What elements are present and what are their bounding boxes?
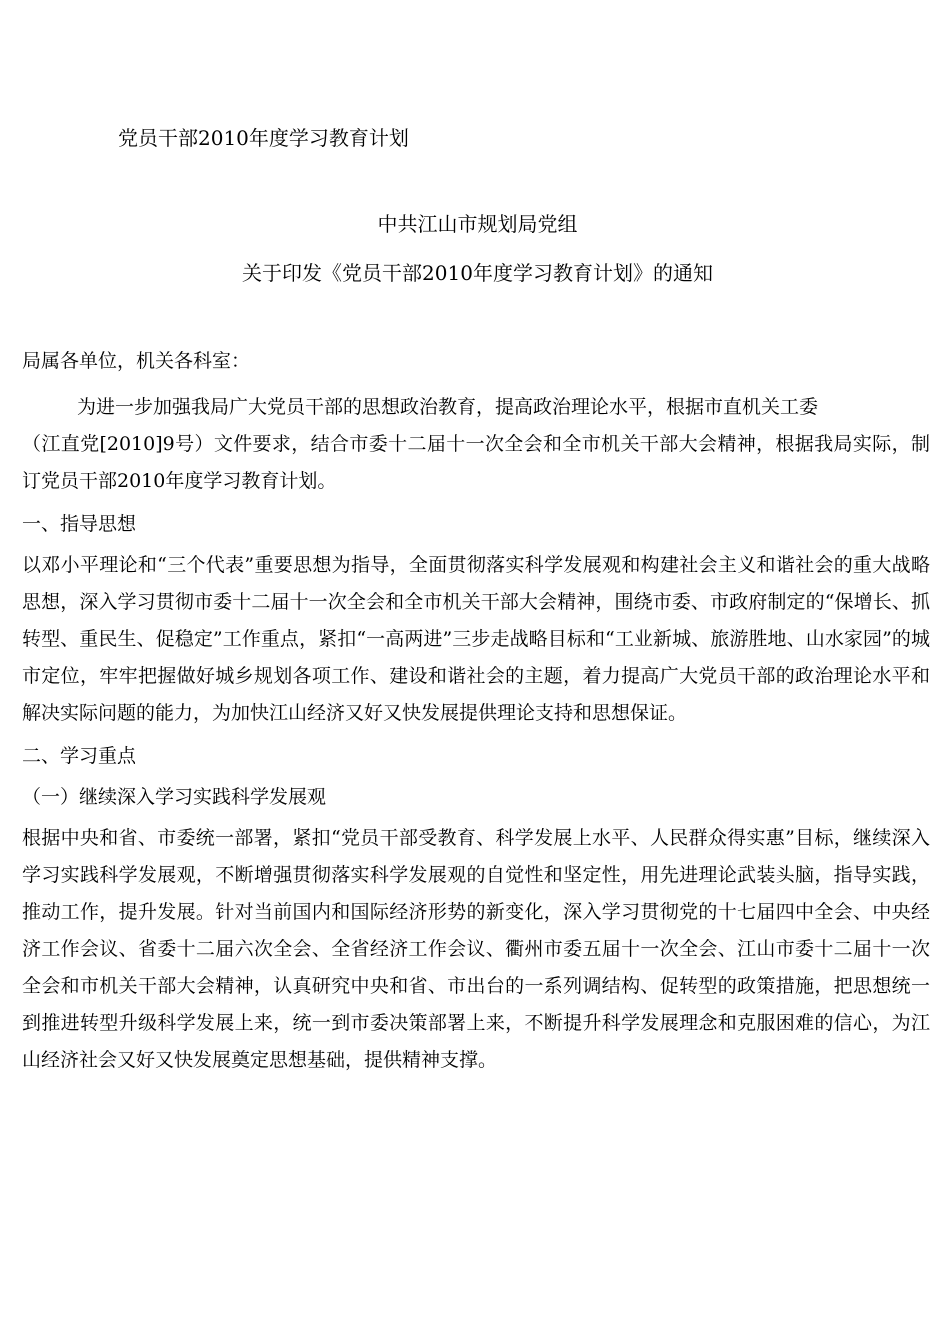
intro-paragraph-rest: （江直党[2010]9号）文件要求，结合市委十二届十一次全会和全市机关干部大会精神，根据我局实际，制订党员干部2010年度学习教育计划。 [22,433,930,492]
section-heading-guiding-thought: 一、指导思想 [22,513,137,535]
document-body [22,343,930,1079]
intro-paragraph-first-line: 为进一步加强我局广大党员干部的思想政治教育，提高政治理论水平，根据市直机关工委 [77,396,819,418]
document-title: 党员干部2010年度学习教育计划 [118,126,409,150]
section-paragraph-guiding-thought: 以邓小平理论和“三个代表”重要思想为指导，全面贯彻落实科学发展观和构建社会主义和谐社会的重大战略思想，深入学习贯彻市委十二届十一次全会和全市机关干部大会精神，围绕市委、市政府制定的“保增长、抓转型、重民生、促稳定”工作重点，紧扣“一高两进”三步走战略目标和“工业新城、旅游胜地、山水家园”的城市定位，牢牢把握做好城乡规划各项工作、建设和谐社会的主题，着力提高广大党员干部的政治理论水平和解决实际问题的能力，为加快江山经济又好又快发展提供理论支持和思想保证。 [22,554,930,724]
salutation: 局属各单位，机关各科室： [22,350,251,372]
heading-notice-title: 关于印发《党员干部2010年度学习教育计划》的通知 [242,261,713,285]
notice-heading [0,206,950,292]
heading-organization: 中共江山市规划局党组 [377,212,578,236]
spacer [22,380,930,384]
subsection-heading-scientific-development: （一）继续深入学习实践科学发展观 [22,786,327,808]
subsection-paragraph-scientific-development: 根据中央和省、市委统一部署，紧扣“党员干部受教育、科学发展上水平、人民群众得实惠”目标，继续深入学习实践科学发展观，不断增强贯彻落实科学发展观的自觉性和坚定性，用先进理论武装头脑，指导实践，推动工作，提升发展。针对当前国内和国际经济形势的新变化，深入学习贯彻党的十七届四中全会、中央经济工作会议、省委十二届六次全会、全省经济工作会议、衢州市委五届十一次全会、江山市委十二届十一次全会和市机关干部大会精神，认真研究中央和省、市出台的一系列调结构、促转型的政策措施，把思想统一到推进转型升级科学发展上来，统一到市委决策部署上来，不断提升科学发展理念和克服困难的信心，为江山经济社会又好又快发展奠定思想基础，提供精神支撑。 [22,827,930,1071]
section-heading-study-focus: 二、学习重点 [22,745,137,767]
